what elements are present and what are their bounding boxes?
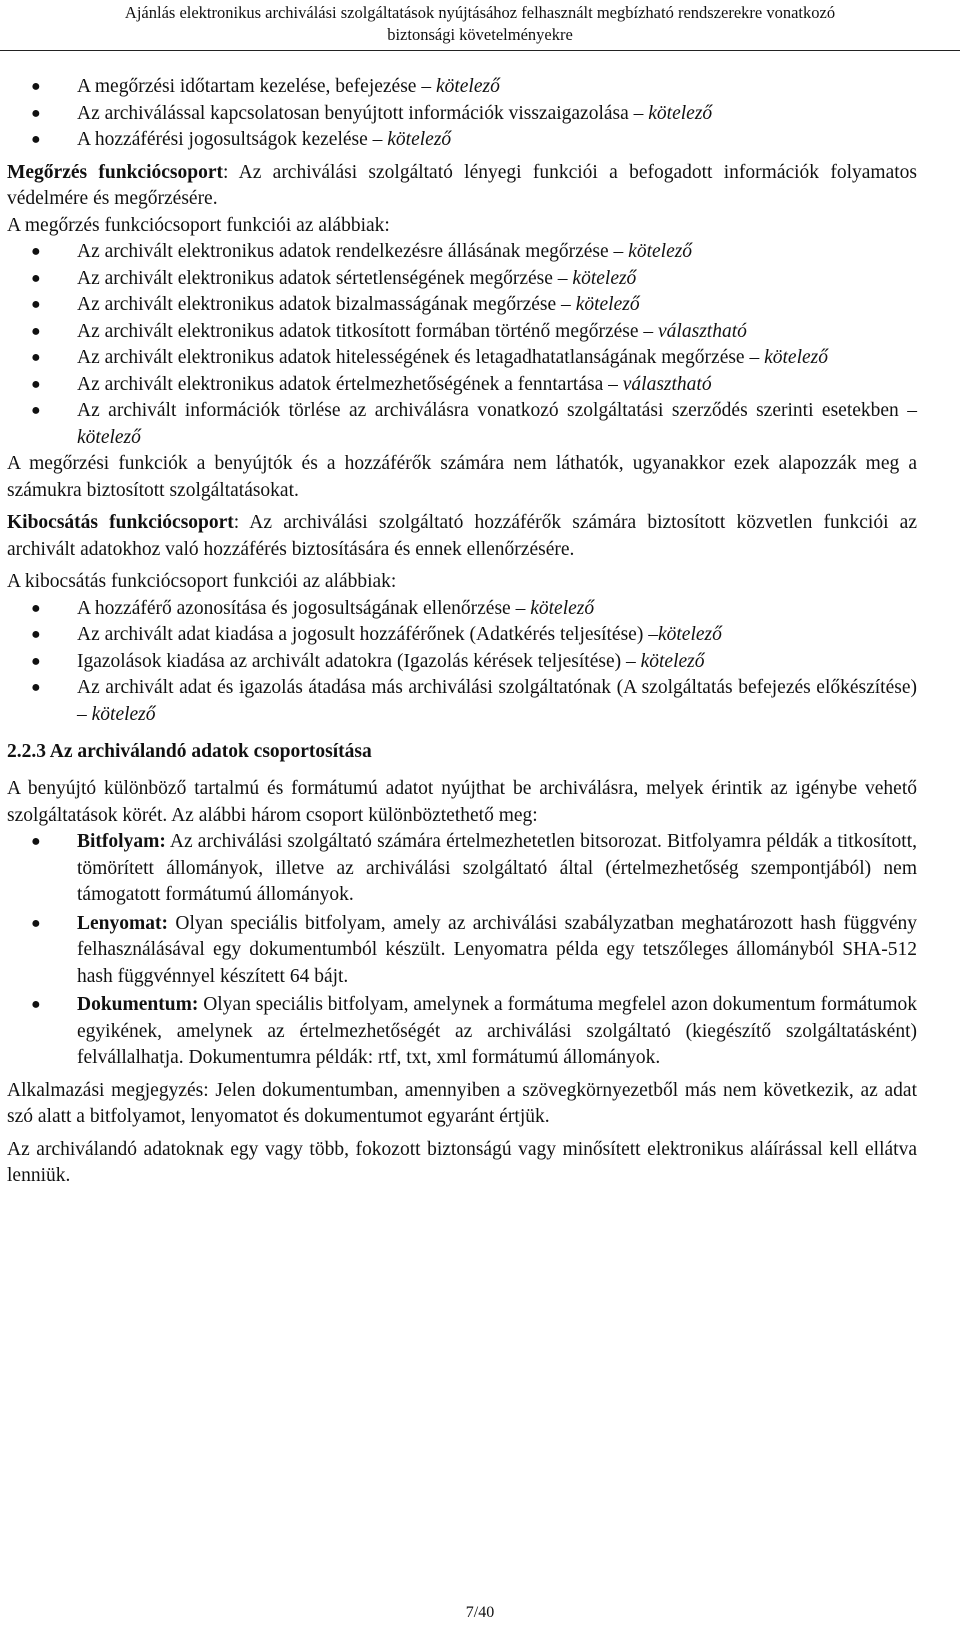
signature-note: Az archiválandó adatoknak egy vagy több, fokozott biztonságú vagy minősített elektronikus aláírással kell ellátva lenniük. xyxy=(7,1138,917,1186)
bullet-icon: ● xyxy=(31,243,41,260)
section-heading: 2.2.3 Az archiválandó adatok csoportosítása xyxy=(7,741,372,762)
bullet-icon: ● xyxy=(31,996,41,1013)
list-item: ● Az archivált elektronikus adatok bizalmasságának megőrzése – kötelező xyxy=(7,292,917,319)
kibocsatas-intro: A kibocsátás funkciócsoport funkciói az alábbiak: xyxy=(7,571,397,592)
list-item: ● Lenyomat: Olyan speciális bitfolyam, amely az archiválási szabályzatban meghatározott hash függvény felhasználásával egy dokumentumból készült. Lenyomatra példa egy tetszőleges állományból SHA-512 hash függvénnyel készített 64 bájt. xyxy=(31,912,917,987)
application-note: Alkalmazási megjegyzés: Jelen dokumentumban, amennyiben a szövegkörnyezetből más nem következik, az adat szó alatt a bitfolyamot, lenyomatot és dokumentumot egyaránt értjük. xyxy=(7,1079,917,1127)
list-item: ● Az archivált elektronikus adatok rendelkezésre állásának megőrzése – kötelező xyxy=(7,239,917,266)
list-item: ● Az archivált elektronikus adatok sértetlenségének megőrzése – kötelező xyxy=(7,266,917,293)
megorzes-definition: Megőrzés funkciócsoport: Az archiválási szolgáltató lényegi funkciói a befogadott információk folyamatos védelmére és megőrzésére. xyxy=(7,161,917,209)
bullet-icon: ● xyxy=(31,402,41,419)
bullet-icon: ● xyxy=(31,269,41,287)
list-item: ● Az archivált elektronikus adatok hitelességének és letagadhatatlanságának megőrzése – kötelező xyxy=(7,345,917,372)
list-item: ● Bitfolyam: Az archiválási szolgáltató számára értelmezhetetlen bitsorozat. Bitfolyamra példák a titkosított, tömörített állományok, illetve az archiválási szolgáltató által (értelmezhetőség szempontjából) nem támogatott formátumú állományok. xyxy=(31,831,917,905)
list-item: ● Az archivált információk törlése az archiválásra vonatkozó szolgáltatási szerződés szerinti esetekben – kötelező xyxy=(31,400,917,448)
list-item: ● Az archivált adat és igazolás átadása más archiválási szolgáltatónak (A szolgáltatás befejezés előkészítése) – kötelező xyxy=(31,677,917,725)
megorzes-list xyxy=(7,239,917,451)
list-item: ● Igazolások kiadása az archivált adatokra (Igazolás kérések teljesítése) – kötelező xyxy=(7,649,917,676)
page-number: 7/40 xyxy=(465,1604,495,1621)
bullet-icon: ● xyxy=(31,322,41,340)
bullet-icon: ● xyxy=(31,652,41,670)
data-group-list xyxy=(7,829,917,1072)
bullet-icon: ● xyxy=(31,679,41,696)
list-item: ● Dokumentum: Olyan speciális bitfolyam, amelynek a formátuma megfelel azon dokumentum formátumok egyikének, amelynek az értelmezhetőségét az archiválási szolgáltató (kiegészítő szolgáltatásként) felvállalhatja. Dokumentumra példák: rtf, txt, xml formátumú állományok. xyxy=(31,994,917,1068)
kibocsatas-list xyxy=(7,596,917,729)
bullet-icon: ● xyxy=(31,375,41,393)
running-header xyxy=(0,2,960,51)
kibocsatas-term: Kibocsátás funkciócsoport xyxy=(7,512,234,533)
list-item: ● Az archivált adat kiadása a jogosult hozzáférőnek (Adatkérés teljesítése) –kötelező xyxy=(7,622,917,649)
list-item: ● A megőrzési időtartam kezelése, befejezése – kötelező xyxy=(7,74,917,101)
bullet-icon: ● xyxy=(31,296,41,313)
document-body xyxy=(7,74,917,1190)
megorzes-term: Megőrzés funkciócsoport xyxy=(7,161,223,183)
bullet-icon: ● xyxy=(31,626,41,643)
bullet-icon: ● xyxy=(31,131,41,148)
bullet-icon: ● xyxy=(31,104,41,122)
section-intro: A benyújtó különböző tartalmú és formátumú adatot nyújthat be archiválásra, melyek érintik az igénybe vehető szolgáltatások körét. Az alábbi három csoport különböztethető meg: xyxy=(7,778,917,826)
bullet-icon: ● xyxy=(31,78,41,95)
list-item: ● Az archivált elektronikus adatok titkosított formában történő megőrzése – választható xyxy=(7,319,917,346)
bullet-list-1 xyxy=(7,74,917,154)
header-line-2: biztonsági követelményekre xyxy=(387,25,573,44)
megorzes-intro: A megőrzés funkciócsoport funkciói az alábbiak: xyxy=(7,214,390,236)
megorzes-note: A megőrzési funkciók a benyújtók és a hozzáférők számára nem láthatók, ugyanakkor ezek alapozzák meg a számukra biztosított szolgáltatásokat. xyxy=(7,453,917,501)
list-item: ● A hozzáférési jogosultságok kezelése – kötelező xyxy=(7,127,917,154)
bullet-icon: ● xyxy=(31,914,41,932)
list-item: ● A hozzáférő azonosítása és jogosultságának ellenőrzése – kötelező xyxy=(7,596,917,623)
bullet-icon: ● xyxy=(31,599,41,617)
list-item: ● Az archiválással kapcsolatosan benyújtott információk visszaigazolása – kötelező xyxy=(7,101,917,128)
kibocsatas-definition: Kibocsátás funkciócsoport: Az archiválási szolgáltató hozzáférők számára biztosított közvetlen funkciói az archivált adatokhoz való hozzáférés biztosítására és ennek ellenőrzésére. xyxy=(7,512,917,560)
bullet-icon: ● xyxy=(31,349,41,366)
list-item: ● Az archivált elektronikus adatok értelmezhetőségének a fenntartása – választható xyxy=(7,372,917,399)
header-line-1: Ajánlás elektronikus archiválási szolgáltatások nyújtásához felhasznált megbízható rendszerekre vonatkozó xyxy=(124,3,836,22)
bullet-icon: ● xyxy=(31,833,41,850)
